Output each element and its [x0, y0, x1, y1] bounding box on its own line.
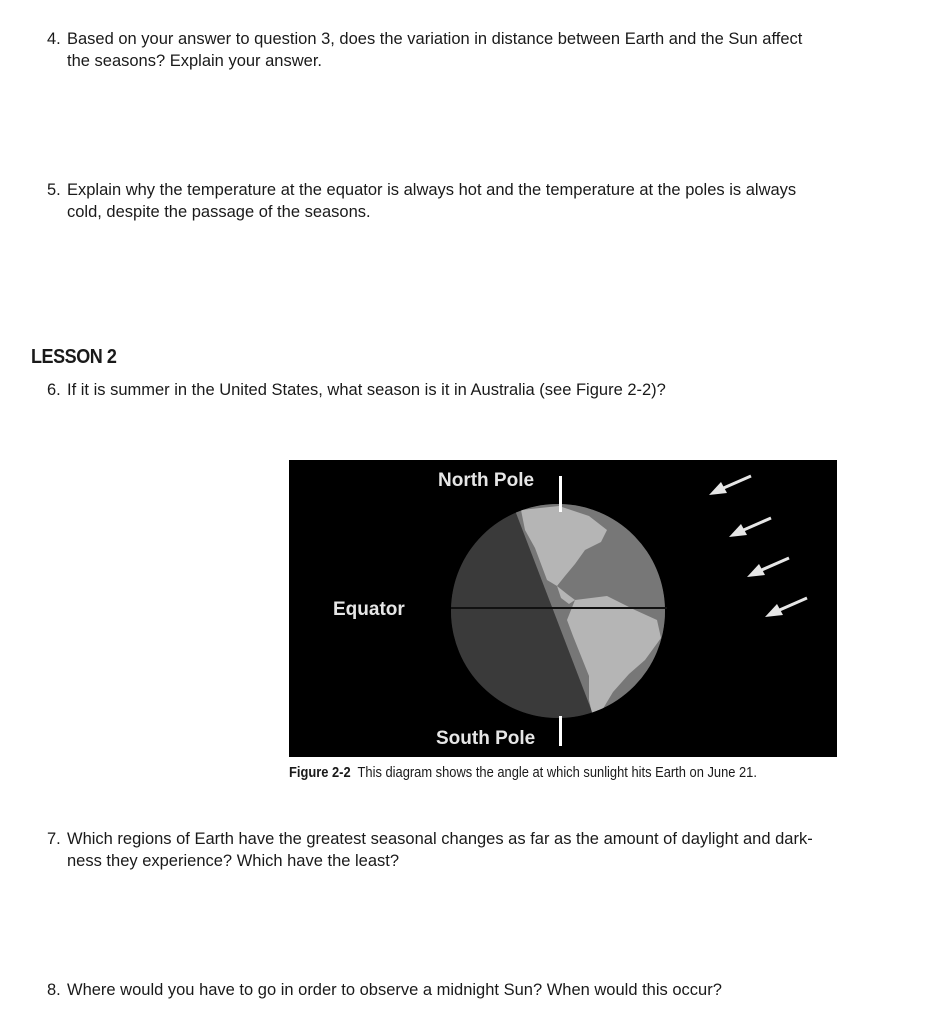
question-7: [47, 828, 847, 872]
lesson-heading: LESSON 2: [31, 346, 117, 368]
figure-caption-text: This diagram shows the angle at which sunlight hits Earth on June 21.: [357, 764, 757, 781]
question-text: If it is summer in the United States, what season is it in Australia (see Figure 2-2)?: [67, 381, 666, 399]
question-text: Which regions of Earth have the greatest seasonal changes as far as the amount of daylight and dark-: [67, 830, 813, 848]
question-text: Based on your answer to question 3, does the variation in distance between Earth and the Sun affect: [67, 30, 803, 48]
equator-label: Equator: [333, 599, 405, 620]
question-number: 4.: [47, 30, 61, 48]
sunlight-arrow-icon: [729, 518, 771, 537]
earth-diagram: [289, 460, 837, 757]
question-text-continued: the seasons? Explain your answer.: [67, 52, 322, 70]
question-number: 6.: [47, 381, 61, 399]
sunlight-arrow-icon: [709, 476, 751, 495]
sunlight-arrow-icon: [747, 558, 789, 577]
south-pole-label: South Pole: [436, 728, 536, 749]
question-number: 8.: [47, 981, 61, 999]
question-8: [47, 979, 847, 1001]
question-text: Explain why the temperature at the equator is always hot and the temperature at the poles is always: [67, 181, 797, 199]
question-text-continued: ness they experience? Which have the least?: [67, 852, 400, 870]
question-number: 5.: [47, 181, 61, 199]
sunlight-arrows: [709, 476, 807, 617]
figure-caption: [289, 764, 757, 781]
question-6: [47, 379, 847, 401]
north-pole-label: North Pole: [438, 470, 535, 491]
question-4: [47, 28, 847, 72]
figure-caption-label: Figure 2-2: [289, 764, 351, 781]
sunlight-arrow-icon: [765, 598, 807, 617]
question-text: Where would you have to go in order to observe a midnight Sun? When would this occur?: [67, 981, 722, 999]
question-5: [47, 179, 847, 223]
south-axis: [559, 716, 562, 746]
question-text-continued: cold, despite the passage of the seasons.: [67, 203, 371, 221]
question-number: 7.: [47, 830, 61, 848]
earth-sunlight-figure: [289, 460, 837, 757]
north-axis: [559, 476, 562, 512]
